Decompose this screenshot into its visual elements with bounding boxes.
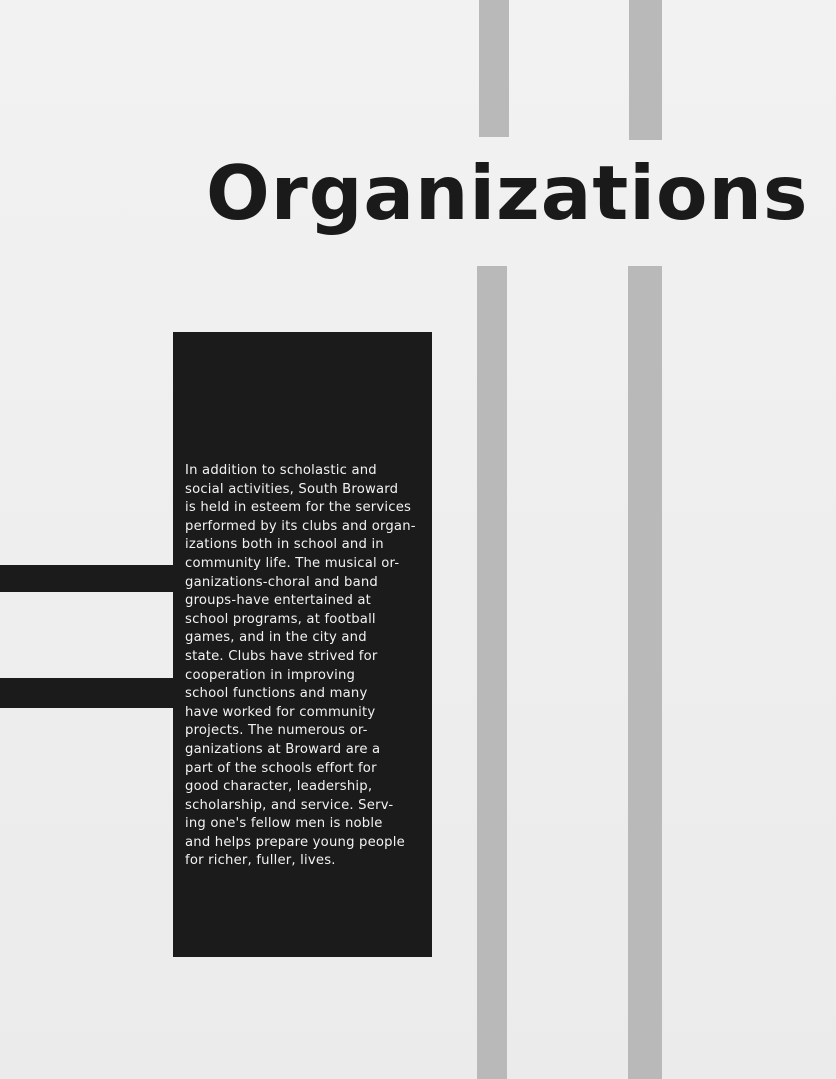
paragraph-line: is held in esteem for the services [185, 500, 412, 516]
paragraph-line: ganizations-choral and band [185, 574, 378, 590]
panel-paragraph [185, 462, 430, 871]
paragraph-line: community life. The musical or- [185, 555, 400, 571]
page-title: Organizations [206, 149, 809, 237]
paragraph-line: izations both in school and in [185, 537, 384, 553]
paragraph-line: for richer, fuller, lives. [185, 853, 336, 869]
paragraph-line: have worked for community [185, 704, 376, 720]
paragraph-line: ing one's fellow men is noble [185, 816, 383, 832]
paragraph-line: cooperation in improving [185, 667, 356, 683]
horizontal-bar-upper [0, 565, 175, 592]
paragraph-line: games, and in the city and [185, 630, 367, 646]
paragraph-line: projects. The numerous or- [185, 723, 368, 739]
paragraph-line: performed by its clubs and organ- [185, 518, 416, 534]
paragraph-line: ganizations at Broward are a [185, 741, 381, 757]
paragraph-line: school programs, at football [185, 611, 376, 627]
vertical-bar-left-bottom [477, 266, 507, 1079]
paragraph-line: In addition to scholastic and [185, 463, 377, 478]
vertical-bar-right-bottom [628, 266, 662, 1079]
paragraph-line: groups-have entertained at [185, 593, 372, 609]
paragraph-line: school functions and many [185, 686, 368, 702]
paragraph-line: state. Clubs have strived for [185, 648, 378, 664]
vertical-bar-right-top [629, 0, 662, 140]
paragraph-line: scholarship, and service. Serv- [185, 797, 394, 813]
paragraph-line: and helps prepare young people [185, 834, 405, 850]
vertical-bar-left-top [479, 0, 509, 137]
paragraph-line: social activities, South Broward [185, 481, 399, 497]
paragraph-line: good character, leadership, [185, 779, 373, 795]
horizontal-bar-lower [0, 678, 175, 708]
paragraph-line: part of the schools effort for [185, 760, 377, 776]
